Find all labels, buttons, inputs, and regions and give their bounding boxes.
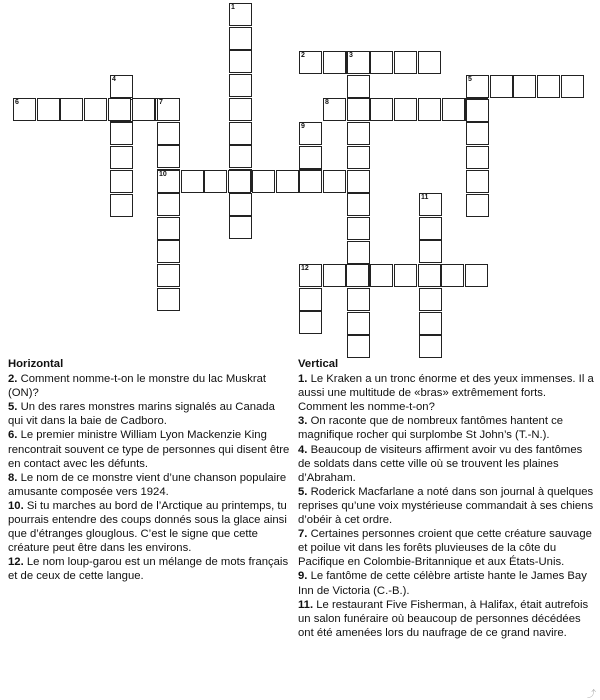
crossword-cell[interactable]: [299, 311, 322, 334]
clue-text: Le fantôme de cette célèbre artiste hante le James Bay Inn de Victoria (C.-B.).: [298, 570, 587, 597]
vertical-clue: [298, 443, 594, 485]
crossword-cell[interactable]: [347, 288, 370, 311]
horizontal-clues: [8, 357, 292, 584]
crossword-cell[interactable]: [110, 122, 133, 145]
crossword-cell[interactable]: [229, 74, 252, 97]
vertical-title: Vertical: [298, 358, 339, 370]
horizontal-clue: [8, 428, 292, 470]
crossword-cell[interactable]: [418, 51, 441, 74]
clue-number-1: 1: [231, 4, 235, 11]
clue-number: 8.: [8, 471, 18, 484]
vertical-clue: [298, 485, 594, 527]
clue-number: 2.: [8, 373, 18, 386]
crossword-cell[interactable]: [466, 146, 489, 169]
clue-number-6: 6: [15, 99, 19, 106]
clue-number: 5.: [298, 485, 308, 498]
clue-number-9: 9: [301, 123, 305, 130]
horizontal-clue-list: [8, 372, 292, 583]
crossword-cell[interactable]: [418, 264, 441, 287]
clue-text: On raconte que de nombreux fantômes hantent ce magnifique rocher qui surplombe St John’s (T.-N.).: [298, 415, 564, 442]
crossword-cell[interactable]: [229, 50, 252, 73]
crossword-cell[interactable]: [229, 98, 252, 121]
clue-number-12: 12: [301, 265, 309, 272]
vertical-clue: [298, 569, 594, 597]
crossword-cell[interactable]: [394, 98, 417, 121]
crossword-cell[interactable]: [441, 264, 464, 287]
crossword-cell[interactable]: [108, 98, 131, 121]
crossword-cell[interactable]: [229, 145, 252, 168]
crossword-cell[interactable]: [323, 51, 346, 74]
clue-text: Le Kraken a un tronc énorme et des yeux immenses. Il a aussi une multitude de «bras» extrêmement forts. Comment les nomme-t-on?: [298, 373, 594, 414]
crossword-cell[interactable]: [132, 98, 155, 121]
crossword-cell[interactable]: [181, 170, 204, 193]
clue-number: 6.: [8, 429, 18, 442]
crossword-cell[interactable]: [537, 75, 560, 98]
crossword-cell[interactable]: [157, 145, 180, 168]
crossword-cell[interactable]: [229, 122, 252, 145]
crossword-cell[interactable]: [229, 193, 252, 216]
crossword-cell[interactable]: [110, 170, 133, 193]
clue-text: Certaines personnes croient que cette créature sauvage et poilue vit dans les forêts pluvieuses de la côte du Pacifique en Colombie-Britannique et aux États-Unis.: [298, 528, 592, 569]
crossword-cell[interactable]: [419, 288, 442, 311]
crossword-cell[interactable]: [466, 194, 489, 217]
crossword-cell[interactable]: [323, 170, 346, 193]
crossword-cell[interactable]: [229, 216, 252, 239]
clue-number: 3.: [298, 415, 308, 428]
clue-number: 1.: [298, 373, 308, 386]
crossword-cell[interactable]: [157, 240, 180, 263]
crossword-cell[interactable]: [419, 240, 442, 263]
crossword-cell[interactable]: [252, 170, 275, 193]
clue-number-10: 10: [159, 171, 167, 178]
clue-number: 4.: [298, 443, 308, 456]
crossword-cell[interactable]: [323, 264, 346, 287]
vertical-clues: [298, 357, 594, 640]
crossword-cell[interactable]: [347, 122, 370, 145]
crossword-cell[interactable]: [513, 75, 536, 98]
crossword-cell[interactable]: [466, 99, 489, 122]
horizontal-title: Horizontal: [8, 358, 64, 370]
crossword-cell[interactable]: [110, 146, 133, 169]
crossword-cell[interactable]: [229, 27, 252, 50]
clue-text: Le nom de ce monstre vient d’une chanson populaire amusante composée vers 1924.: [8, 471, 287, 498]
crossword-cell[interactable]: [466, 170, 489, 193]
crossword-cell[interactable]: [394, 264, 417, 287]
clue-number: 12.: [8, 556, 24, 569]
crossword-cell[interactable]: [157, 217, 180, 240]
page-corner-mark: ⤴: [586, 689, 596, 699]
clue-text: Si tu marches au bord de l’Arctique au printemps, tu pourrais entendre des coups donnés sous la glace ainsi que d’étranges glouglous. C’est le signe que cette créature peut être dans les environs.: [8, 499, 287, 555]
clue-number-7: 7: [159, 99, 163, 106]
crossword-cell[interactable]: [347, 98, 370, 121]
clue-number-3: 3: [349, 52, 353, 59]
horizontal-clue: [8, 471, 292, 499]
vertical-clue: [298, 598, 594, 640]
horizontal-clue: [8, 499, 292, 555]
crossword-cell[interactable]: [157, 193, 180, 216]
crossword-cell[interactable]: [561, 75, 584, 98]
crossword-cell[interactable]: [84, 98, 107, 121]
crossword-cell[interactable]: [204, 170, 227, 193]
crossword-cell[interactable]: [347, 193, 370, 216]
clue-text: Le restaurant Five Fisherman, à Halifax, était autrefois un salon funéraire où beaucoup de personnes décédées ont été amenées lors du naufrage de ce grand navire.: [298, 598, 589, 639]
crossword-cell[interactable]: [466, 122, 489, 145]
crossword-cell[interactable]: [157, 122, 180, 145]
vertical-clue: [298, 414, 594, 442]
crossword-cell[interactable]: [347, 75, 370, 98]
clue-number-11: 11: [421, 194, 429, 201]
vertical-clue-list: [298, 372, 594, 640]
crossword-cell[interactable]: [347, 146, 370, 169]
clue-number: 9.: [298, 570, 308, 583]
crossword-cell[interactable]: [347, 312, 370, 335]
crossword-cell[interactable]: [347, 217, 370, 240]
crossword-cell[interactable]: [347, 335, 370, 358]
horizontal-clue: [8, 372, 292, 400]
clue-text: Beaucoup de visiteurs affirment avoir vu des fantômes de soldats dans cette ville où se trouvent les plaines d’Abraham.: [298, 443, 583, 484]
clue-number: 5.: [8, 401, 18, 414]
crossword-cell[interactable]: [442, 98, 465, 121]
clue-number-2: 2: [301, 52, 305, 59]
crossword-cell[interactable]: [346, 264, 369, 287]
crossword-cell[interactable]: [157, 264, 180, 287]
crossword-cell[interactable]: [228, 170, 251, 193]
crossword-cell[interactable]: [419, 217, 442, 240]
clue-number-4: 4: [112, 76, 116, 83]
clue-text: Comment nomme-t-on le monstre du lac Muskrat (ON)?: [8, 373, 267, 400]
clue-text: Roderick Macfarlane a noté dans son journal à quelques reprises qu’une voix mystérieuse commandait à ses chiens d’obéir à cet ordre.: [298, 485, 594, 527]
crossword-cell[interactable]: [419, 312, 442, 335]
crossword-cell[interactable]: [347, 170, 370, 193]
clue-number: 11.: [298, 598, 314, 611]
crossword-cell[interactable]: [37, 98, 60, 121]
crossword-cell[interactable]: [370, 98, 393, 121]
crossword-cell[interactable]: [394, 51, 417, 74]
crossword-cell[interactable]: [370, 51, 393, 74]
clue-text: Un des rares monstres marins signalés au Canada qui vit dans la baie de Cadboro.: [8, 401, 275, 428]
clue-number: 10.: [8, 499, 24, 512]
clue-text: Le premier ministre William Lyon Mackenzie King rencontrait souvent ce type de personnes qui disent être en contact avec les défunts.: [8, 429, 290, 470]
clue-number: 7.: [298, 528, 308, 541]
crossword-cell[interactable]: [276, 170, 299, 193]
clue-number-8: 8: [325, 99, 329, 106]
crossword-cell[interactable]: [299, 170, 322, 193]
clue-text: Le nom loup-garou est un mélange de mots français et de ceux de cette langue.: [8, 556, 289, 583]
crossword-cell[interactable]: [370, 264, 393, 287]
crossword-cell[interactable]: [299, 146, 322, 169]
crossword-cell[interactable]: [110, 194, 133, 217]
crossword-cell[interactable]: [418, 98, 441, 121]
crossword-cell[interactable]: [465, 264, 488, 287]
vertical-clue: [298, 372, 594, 414]
horizontal-clue: [8, 555, 292, 583]
crossword-cell[interactable]: [157, 288, 180, 311]
clue-number-5: 5: [468, 76, 472, 83]
crossword-cell[interactable]: [419, 335, 442, 358]
horizontal-clue: [8, 400, 292, 428]
crossword-cell[interactable]: [299, 288, 322, 311]
vertical-clue: [298, 527, 594, 569]
crossword-cell[interactable]: [60, 98, 83, 121]
crossword-cell[interactable]: [347, 241, 370, 264]
crossword-cell[interactable]: [490, 75, 513, 98]
